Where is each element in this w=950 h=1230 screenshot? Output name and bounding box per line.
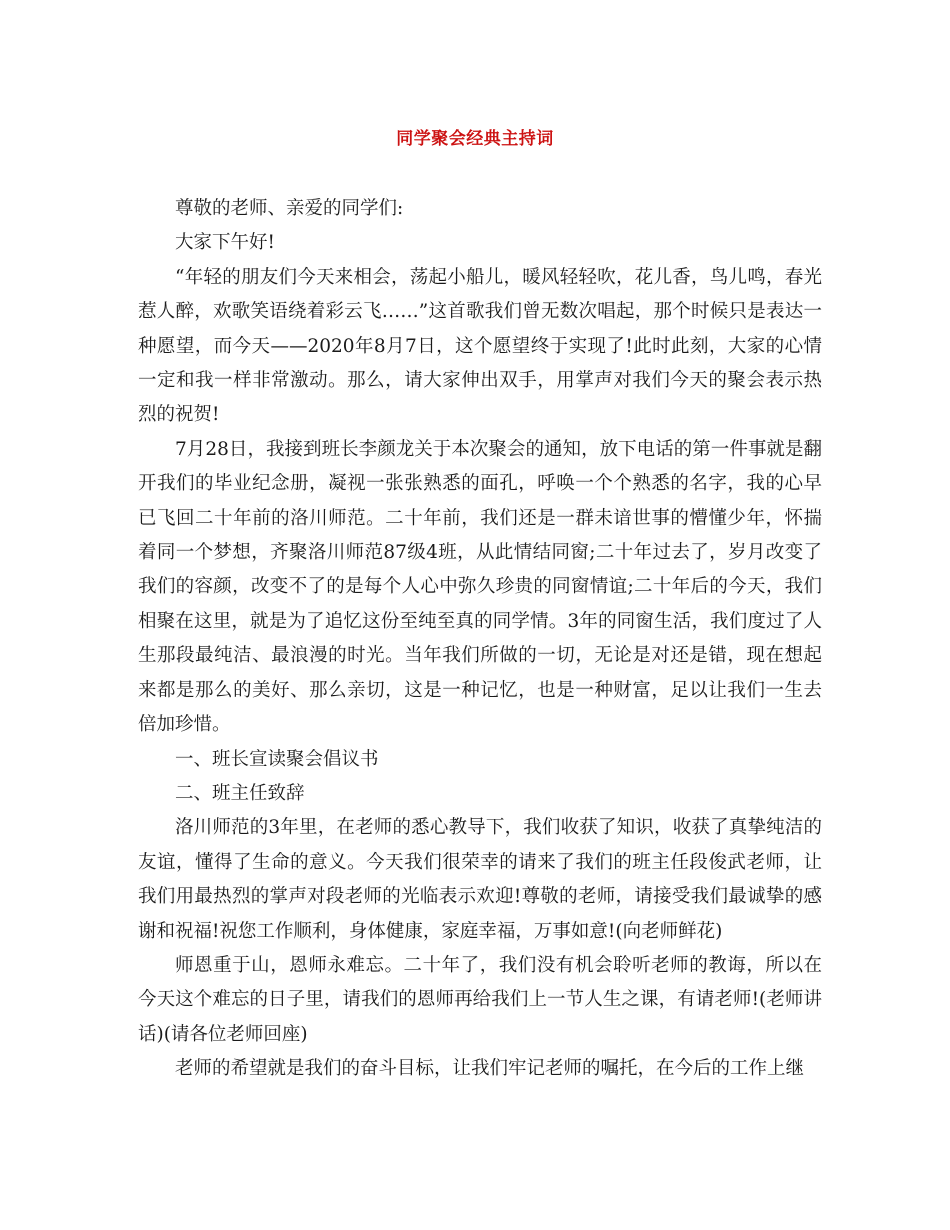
paragraph-teacher-speech: 师恩重于山，恩师永难忘。二十年了，我们没有机会聆听老师的教诲，所以在今天这个难忘的日子里，请我们的恩师再给我们上一节人生之课，有请老师!(老师讲话)(请各位老师回座) xyxy=(138,954,822,1045)
document-body xyxy=(138,192,822,1087)
document-title: 同学聚会经典主持词 xyxy=(396,129,554,149)
paragraph-closing-partial: 老师的希望就是我们的奋斗目标，让我们牢记老师的嘱托，在今后的工作上继 xyxy=(175,1058,805,1080)
paragraph-salutation: 尊敬的老师、亲爱的同学们: xyxy=(175,198,404,219)
section-heading-1: 一、班长宣读聚会倡议书 xyxy=(175,748,379,770)
paragraph-memories: 7月28日，我接到班长李颜龙关于本次聚会的通知，放下电话的第一件事就是翻开我们的毕业纪念册，凝视一张张熟悉的面孔，呼唤一个个熟悉的名字，我的心早已飞回二十年前的洛川师范。二十年前，我们还是一群未谙世事的懵懂少年，怀揣着同一个梦想，齐聚洛川师范87级4班，从此情结同窗;二十年过去了，岁月改变了我们的容颜，改变不了的是每个人心中弥久珍贵的同窗情谊;二十年后的今天，我们相聚在这里，就是为了追忆这份至纯至真的同学情。3年的同窗生活，我们度过了人生那段最纯洁、最浪漫的时光。当年我们所做的一切，无论是对还是错，现在想起来都是那么的美好、那么亲切，这是一种记忆，也是一种财富，足以让我们一生去倍加珍惜。 xyxy=(138,438,822,736)
paragraph-teacher-welcome: 洛川师范的3年里，在老师的悉心教导下，我们收获了知识，收获了真挚纯洁的友谊，懂得了生命的意义。今天我们很荣幸的请来了我们的班主任段俊武老师，让我们用最热烈的掌声对段老师的光临表示欢迎!尊敬的老师，请接受我们最诚挚的感谢和祝福!祝您工作顺利，身体健康，家庭幸福，万事如意!(向老师鲜花) xyxy=(138,817,822,942)
paragraph-greeting: 大家下午好! xyxy=(175,232,275,254)
paragraph-song-opening: “年轻的朋友们今天来相会，荡起小船儿，暖风轻轻吹，花儿香，鸟儿鸣，春光惹人醉，欢歌笑语绕着彩云飞……”这首歌我们曾无数次唱起，那个时候只是表达一种愿望，而今天——2020年8月7日，这个愿望终于实现了!此时此刻，大家的心情一定和我一样非常激动。那么，请大家伸出双手，用掌声对我们今天的聚会表示热烈的祝贺! xyxy=(138,266,822,426)
section-heading-2: 二、班主任致辞 xyxy=(175,782,305,804)
